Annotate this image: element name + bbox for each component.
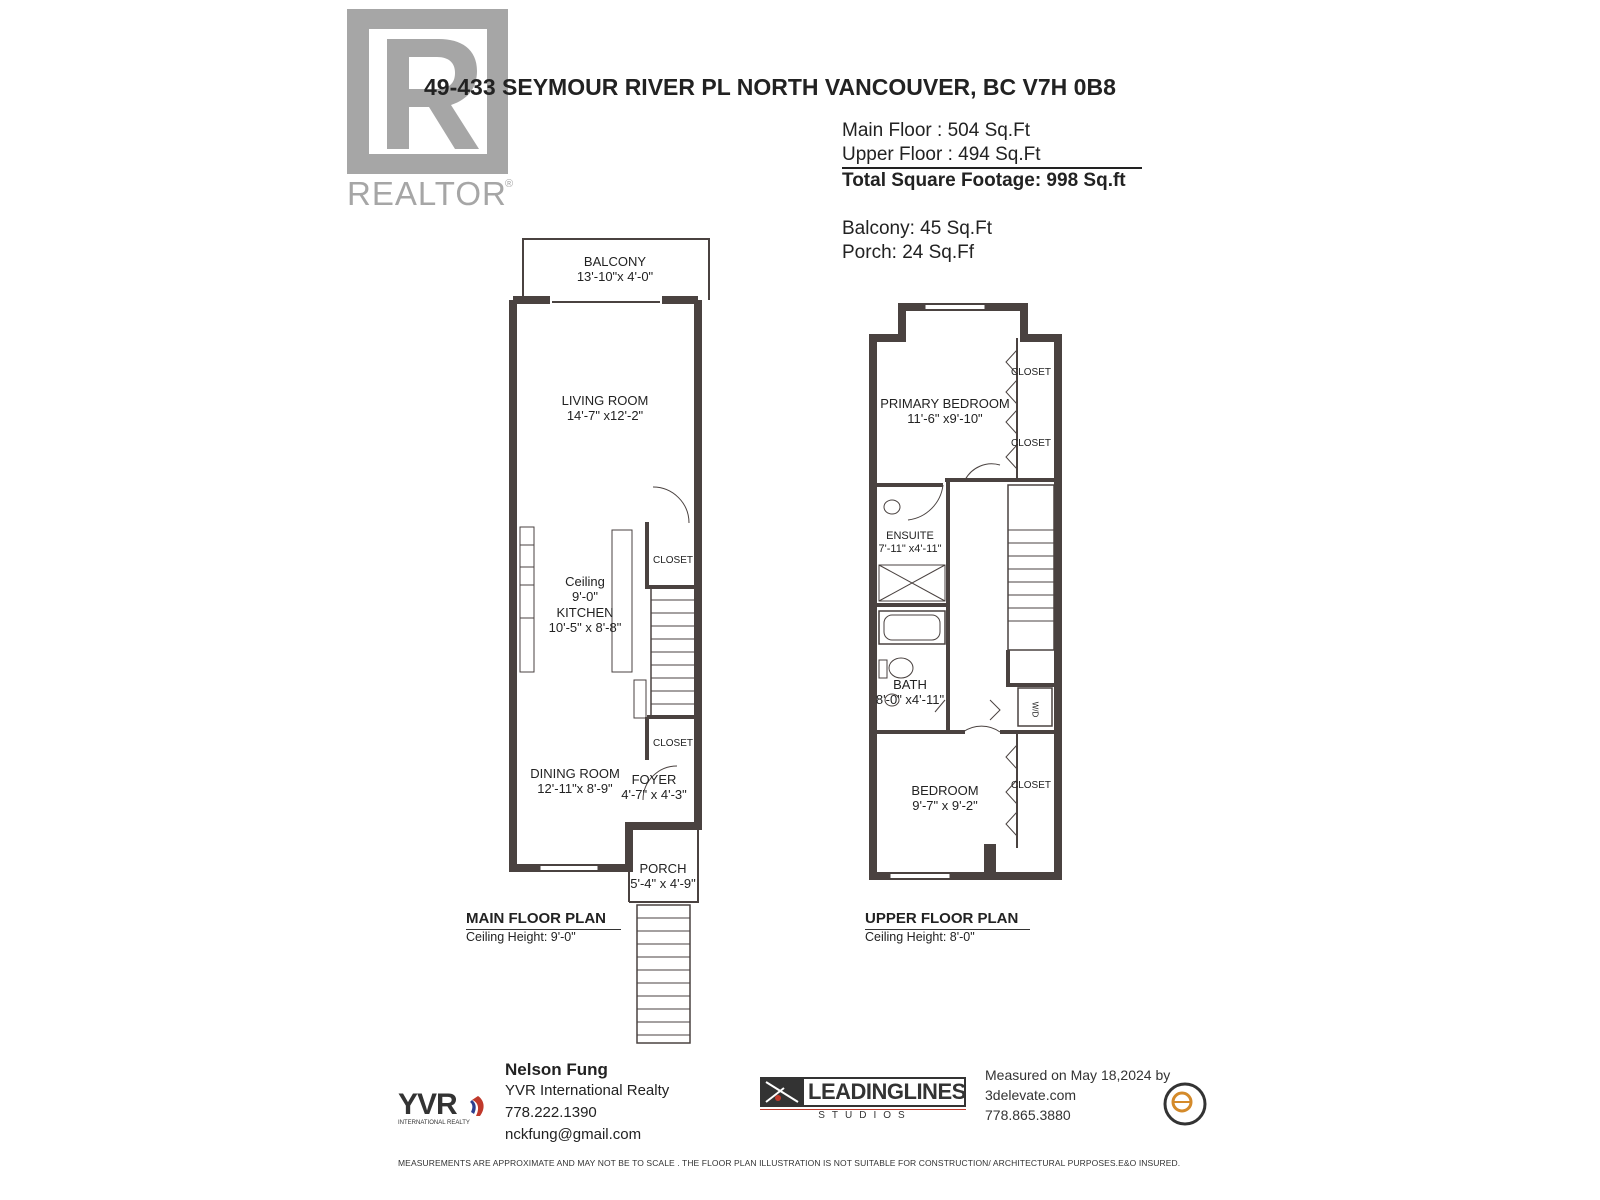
porch-dimensions: 5'-4" x 4'-9" [630, 876, 696, 891]
primary-bedroom-dimensions: 11'-6" x9'-10" [907, 411, 983, 426]
living-room-name: LIVING ROOM [561, 393, 649, 408]
porch-name: PORCH [639, 861, 687, 876]
measurer-site[interactable]: 3delevate.com [985, 1087, 1077, 1103]
yvr-logo-subtitle: INTERNATIONAL REALTY [398, 1120, 470, 1126]
ensuite-label [870, 530, 950, 556]
measurer-phone: 778.865.3880 [985, 1107, 1071, 1123]
main-floor-caption [466, 910, 621, 944]
agent-email[interactable]: nckfung@gmail.com [505, 1126, 642, 1143]
bath-dimensions: 8'-0" x4'-11" [875, 692, 945, 707]
svg-text:®: ® [505, 178, 514, 190]
bedroom-name: BEDROOM [911, 783, 979, 798]
leading-lines-mark [764, 1080, 800, 1104]
foyer-name: FOYER [631, 772, 677, 787]
agent-name: Nelson Fung [505, 1060, 608, 1079]
measured-date: Measured on May 18,2024 by [985, 1067, 1171, 1083]
dining-room-name: DINING ROOM [530, 766, 620, 781]
primary-bedroom-label [875, 396, 1015, 426]
foyer-label [615, 772, 693, 802]
leading-lines-logo [760, 1077, 966, 1121]
living-room-label [535, 393, 675, 423]
ensuite-dimensions: 7'-11" x4'-11" [878, 543, 942, 555]
bedroom-label [895, 783, 995, 813]
measured-by [985, 1065, 1170, 1125]
washer-dryer-label: W/D [1030, 701, 1040, 718]
realtor-logo-text: REALTOR [347, 175, 507, 212]
leading-lines-subtitle: STUDIOS [818, 1110, 912, 1121]
ensuite-name: ENSUITE [886, 530, 934, 542]
bath-label [870, 677, 950, 707]
upper-closet-label-3: CLOSET [1010, 780, 1051, 791]
main-floor-ceiling-height: Ceiling Height: 9'-0" [466, 930, 576, 944]
balcony-dimensions: 13'-10"x 4'-0" [576, 269, 654, 284]
kitchen-name: KITCHEN [556, 605, 614, 620]
upper-floor-plan-title: UPPER FLOOR PLAN [865, 910, 1030, 930]
agent-contact [505, 1060, 669, 1146]
bedroom-dimensions: 9'-7" x 9'-2" [912, 798, 978, 813]
porch-area: Porch: 24 Sq.Ff [842, 242, 975, 263]
balcony-area: Balcony: 45 Sq.Ft [842, 218, 992, 239]
balcony-name: BALCONY [583, 254, 647, 269]
foyer-dimensions: 4'-7" x 4'-3" [621, 787, 687, 802]
kitchen-label [535, 605, 635, 635]
main-floor-area: Main Floor : 504 Sq.Ft [842, 120, 1030, 141]
balcony-label [555, 254, 675, 284]
living-room-dimensions: 14'-7" x12'-2" [566, 408, 644, 423]
3delevate-logo [1162, 1081, 1208, 1127]
kitchen-dimensions: 10'-5" x 8'-8" [548, 620, 622, 635]
upper-closet-label-2: CLOSET [1010, 438, 1051, 449]
upper-floor-ceiling-height: Ceiling Height: 8'-0" [865, 930, 975, 944]
disclaimer: MEASUREMENTS ARE APPROXIMATE AND MAY NOT BE TO SCALE . THE FLOOR PLAN ILLUSTRATION IS NOT SUITABLE FOR CONSTRUCTION/ ARCHITECTURAL PURPOSES.E&O INSURED. [398, 1158, 1181, 1168]
ceiling-label [545, 574, 625, 604]
primary-bedroom-name: PRIMARY BEDROOM [880, 396, 1010, 411]
upper-closet-label-1: CLOSET [1010, 367, 1051, 378]
page-title: 49-433 SEYMOUR RIVER PL NORTH VANCOUVER, BC V7H 0B8 [424, 74, 1116, 100]
ceiling-value: 9'-0" [572, 589, 598, 604]
ceiling-name: Ceiling [565, 574, 605, 589]
yvr-logo [398, 1090, 493, 1130]
dining-room-dimensions: 12'-11"x 8'-9" [537, 781, 613, 796]
yvr-logo-text: YVR [398, 1088, 457, 1121]
upper-floor-area: Upper Floor : 494 Sq.Ft [842, 144, 1041, 165]
closet-label-2: CLOSET [652, 738, 693, 749]
upper-floor-caption [865, 910, 1030, 944]
agent-phone[interactable]: 778.222.1390 [505, 1104, 597, 1121]
porch-label [623, 861, 703, 891]
main-floor-plan-title: MAIN FLOOR PLAN [466, 910, 621, 930]
yvr-logo-mark [468, 1094, 488, 1118]
leading-lines-text: LEADINGLINES [808, 1079, 966, 1104]
total-area: Total Square Footage: 998 Sq.ft [842, 167, 1142, 193]
bath-name: BATH [893, 677, 927, 692]
agent-company: YVR International Realty [505, 1082, 670, 1099]
dining-room-label [520, 766, 630, 796]
closet-label-1: CLOSET [652, 555, 693, 566]
